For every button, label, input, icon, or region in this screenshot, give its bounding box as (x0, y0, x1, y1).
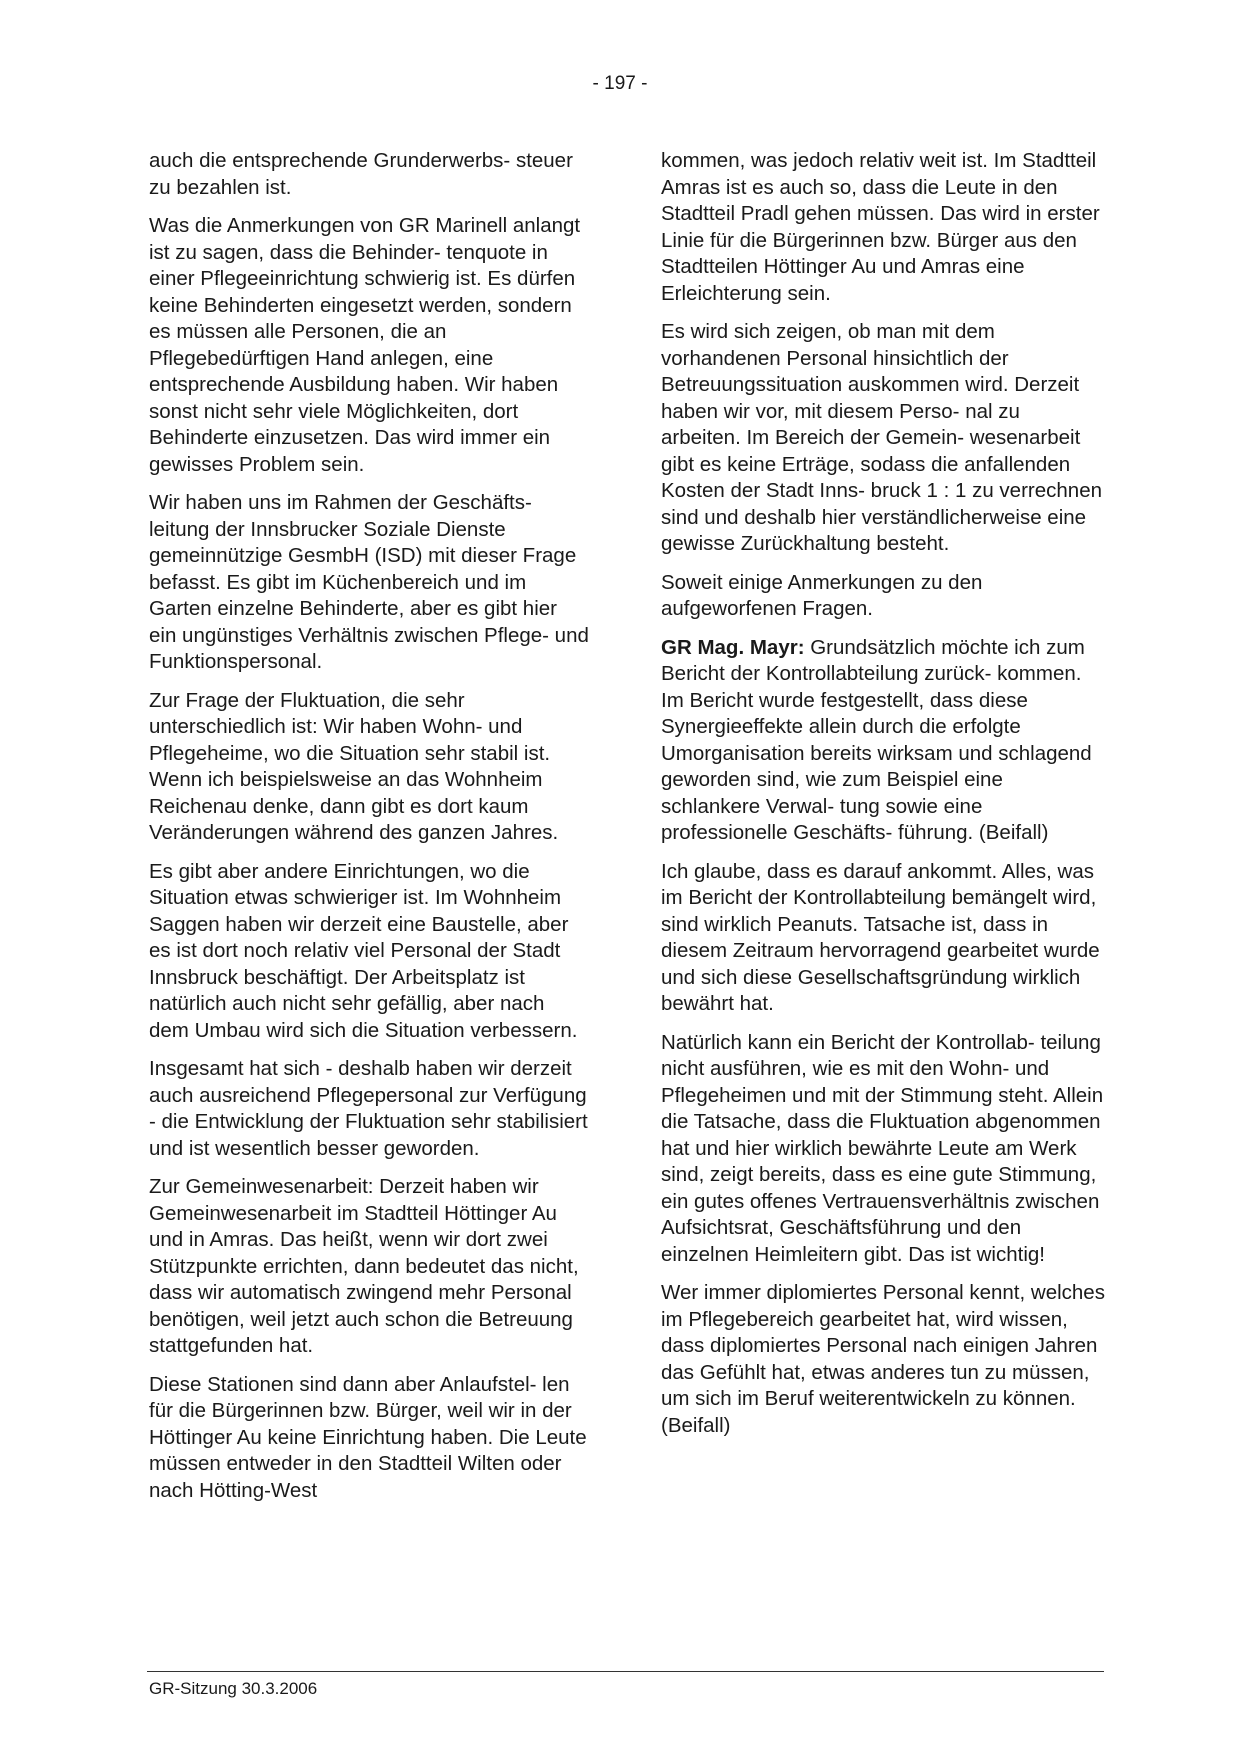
speaker-name: GR Mag. Mayr: (661, 635, 805, 659)
paragraph: Wir haben uns im Rahmen der Geschäfts- leitung der Innsbrucker Soziale Dienste gemeinnützige GesmbH (ISD) mit dieser Frage befasst. Es gibt im Küchenbereich und im Garten einzelne Behinderte, aber es gibt hier ein ungünstiges Verhältnis zwischen Pflege- und Funktionspersonal. (149, 491, 589, 673)
right-column (661, 148, 1105, 1451)
paragraph: Soweit einige Anmerkungen zu den aufgeworfenen Fragen. (661, 570, 983, 620)
page-number: - 197 - (592, 73, 648, 94)
paragraph: Was die Anmerkungen von GR Marinell anlangt ist zu sagen, dass die Behinder- tenquote in einer Pflegeeinrichtung schwierig ist. Es dürfen keine Behinderten eingesetzt werden, sondern es müssen alle Personen, die an Pflegebedürftigen Hand anlegen, eine entsprechende Ausbildung haben. Wir haben sonst nicht sehr viele Möglichkeiten, dort Behinderte einzusetzen. Das wird immer ein gewisses Problem sein. (149, 214, 581, 476)
paragraph: Zur Gemeinwesenarbeit: Derzeit haben wir Gemeinwesenarbeit im Stadtteil Höttinger Au und in Amras. Das heißt, wenn wir dort zwei Stützpunkte errichten, dann bedeutet das nicht, dass wir automatisch zwingend mehr Personal benötigen, weil jetzt auch schon die Betreuung stattgefunden hat. (149, 1175, 579, 1357)
footer-divider (147, 1671, 1104, 1672)
paragraph: Wer immer diplomiertes Personal kennt, welches im Pflegebereich gearbeitet hat, wird wissen, dass diplomiertes Personal nach einigen Jahren das Gefühlt hat, etwas anderes tun zu müssen, um sich im Beruf weiterentwickeln zu können. (Beifall) (661, 1281, 1105, 1437)
paragraph: Ich glaube, dass es darauf ankommt. Alles, was im Bericht der Kontrollabteilung bemängelt wird, sind wirklich Peanuts. Tatsache ist, dass in diesem Zeitraum hervorragend gearbeitet wurde und sich diese Gesellschaftsgründung wirklich bewährt hat. (661, 859, 1100, 1015)
paragraph: Zur Frage der Fluktuation, die sehr unterschiedlich ist: Wir haben Wohn- und Pflegeheime, wo die Situation sehr stabil ist. Wenn ich beispielsweise an das Wohnheim Reichenau denke, dann gibt es dort kaum Veränderungen während des ganzen Jahres. (149, 688, 559, 844)
left-column (149, 148, 589, 1516)
paragraph: kommen, was jedoch relativ weit ist. Im Stadtteil Amras ist es auch so, dass die Leute in den Stadtteil Pradl gehen müssen. Das wird in erster Linie für die Bürgerinnen bzw. Bürger aus den Stadtteilen Höttinger Au und Amras eine Erleichterung sein. (661, 149, 1100, 305)
speaker-paragraph (661, 635, 1105, 847)
paragraph: Es gibt aber andere Einrichtungen, wo die Situation etwas schwieriger ist. Im Wohnheim Saggen haben wir derzeit eine Baustelle, aber es ist dort noch relativ viel Personal der Stadt Innsbruck beschäftigt. Der Arbeitsplatz ist natürlich auch nicht sehr gefällig, aber nach dem Umbau wird sich die Situation verbessern. (149, 859, 578, 1042)
speaker-statement: Grundsätzlich möchte ich zum Bericht der Kontrollabteilung zurück- kommen. Im Bericht wurde festgestellt, dass diese Synergieeffekte allein durch die erfolgte Umorganisation bereits wirksam und schlagend geworden sind, wie zum Beispiel eine schlankere Verwal- tung sowie eine professionelle Geschäfts- führung. (Beifall) (661, 635, 1092, 844)
paragraph: Es wird sich zeigen, ob man mit dem vorhandenen Personal hinsichtlich der Betreuungssituation auskommen wird. Derzeit haben wir vor, mit diesem Perso- nal zu arbeiten. Im Bereich der Gemein- wesenarbeit gibt es keine Erträge, sodass die anfallenden Kosten der Stadt Inns- bruck 1 : 1 zu verrechnen sind und deshalb hier verständlicherweise eine gewisse Zurückhaltung besteht. (661, 320, 1102, 555)
paragraph: Insgesamt hat sich - deshalb haben wir derzeit auch ausreichend Pflegepersonal zur Verfügung - die Entwicklung der Fluktuation sehr stabilisiert und ist wesentlich besser geworden. (149, 1057, 588, 1160)
footer-session-date: GR-Sitzung 30.3.2006 (149, 1679, 318, 1698)
paragraph: Natürlich kann ein Bericht der Kontrollab- teilung nicht ausführen, wie es mit den Wohn- und Pflegeheimen und mit der Stimmung steht. Allein die Tatsache, dass die Fluktuation abgenommen hat und hier wirklich bewährte Leute am Werk sind, zeigt bereits, dass es eine gute Stimmung, ein gutes offenes Vertrauensverhältnis zwischen Aufsichtsrat, Geschäftsführung und den einzelnen Heimleitern gibt. Das ist wichtig! (661, 1030, 1104, 1266)
paragraph: auch die entsprechende Grunderwerbs- steuer zu bezahlen ist. (149, 149, 573, 199)
paragraph: Diese Stationen sind dann aber Anlaufstel- len für die Bürgerinnen bzw. Bürger, weil wir in der Höttinger Au keine Einrichtung haben. Die Leute müssen entweder in den Stadtteil Wilten oder nach Hötting-West (149, 1372, 587, 1502)
